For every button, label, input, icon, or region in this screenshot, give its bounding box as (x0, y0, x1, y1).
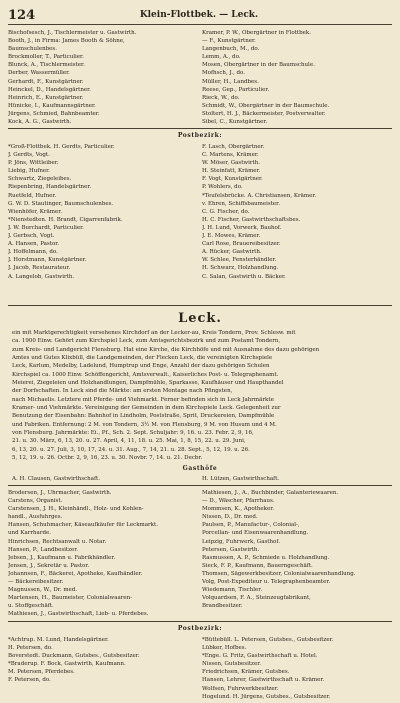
postbezirk-right-column (202, 143, 394, 281)
directory-entry: Leipzig, Fuhrwerk, Gasthof. (202, 538, 280, 545)
directory-entry: Riepenbring, Handelsgärtner. (8, 184, 92, 191)
directory-entry: Leck, Karlum, Medelby, Ladelund, Humptrup und Enge, Anzahl der dazu gehörigen Schulen (12, 363, 270, 370)
directory-entry: A. Rücker, Gastwirth. (202, 249, 262, 256)
directory-entry: Kock, A. G., Gastwirth. (8, 119, 72, 126)
directory-entry: Rasmussen, A. P., Schmiede u. Holzhandlung. (202, 554, 330, 561)
directory-entry: Petersen, Gastwirth. (202, 546, 260, 553)
directory-entry: Baumschulenbes. (8, 46, 57, 53)
directory-entry: Hogelund. H. Jürgens, Gutsbes., Gutsbesitzer. (202, 693, 331, 700)
directory-entry: J. E. Mowes, Krämer. (202, 233, 261, 240)
directory-entry: J. Hoffelmann, do. (8, 249, 58, 256)
directory-entry: Brandbesitzer. (202, 603, 243, 610)
section-rule (8, 305, 392, 306)
directory-entry: Blunck, A., Tischlermeister. (8, 62, 85, 69)
directory-entry: C. Martens, Krämer. (202, 152, 259, 159)
gasthof-right (202, 475, 392, 483)
directory-entry: Hinrichsen, Rechtsanwalt u. Notar. (8, 538, 107, 545)
section-rule (8, 128, 392, 129)
directory-entry: und Fabriken. Entfernung: 2 M. von Tondern, 3½ M. von Flensburg, 9 M. von Husum und 4 M. (12, 421, 277, 428)
top-right-column (202, 29, 394, 126)
directory-entry: *Achtrup. M. Lund, Handelsgärtner. (8, 637, 109, 643)
directory-entry: Lübker, Hofbes. (202, 645, 247, 652)
directory-entry: W. Schlee, Fensterhändler. (202, 257, 277, 264)
directory-entry: und Karrharde. (8, 530, 51, 537)
directory-entry: zum Kreis- und Landgericht Flensburg. Hat eine Kirche, die Kirchhöfe und mit Ausnahme des dazu gehörigen (12, 346, 320, 353)
directory-entry: Johannsen, F., Bäckerei, Apotheke, Kaufhändler. (8, 570, 143, 577)
directory-entry: Sieck, F. P., Kaufmann, Bauerngeschäft. (202, 562, 313, 569)
directory-entry: Hünicke, I., Kaufmannsgärtner. (8, 102, 96, 109)
section-rule (8, 485, 392, 486)
directory-entry: F. Petersen, do. (8, 677, 51, 684)
directory-entry: Wolfsen, Fuhrwerkbesitzer. (202, 685, 279, 692)
directory-entry: Reese, Gep., Particulier. (202, 86, 270, 93)
directory-entry: Mathiesen, J., Gastwirthschaft, Lieb- u. Pferdebes. (8, 611, 149, 618)
directory-entry: *Nienstedten. H. Brandt, Cigarrenfabrik. (8, 216, 123, 223)
directory-entry: J. W. Burchardt, Particulier. (8, 224, 84, 231)
directory-entry: 6, 13, 20. u. 27. Juli, 3, 10, 17, 24. u. 31. Aug., 7, 14, 21. u. 28. Sept., 5, 12, 19. u. 26. (12, 446, 250, 453)
directory-entry: J. Jacob, Restaurateur. (8, 265, 71, 272)
directory-entry: nach Michaelis. Letztere mit Pferde- und Viehmarkt. Ferner befinden sich in Leck Jahrmärkte (12, 396, 274, 403)
postbezirk2-heading: Postbezirk: (177, 625, 223, 632)
directory-entry: *Braderup. F. Bock, Gastwirth, Kaufmann. (8, 661, 126, 668)
directory-entry: Mofhsch, J., do. (202, 70, 245, 77)
directory-entry: Mosen, Obergärtner in der Baumschule. (202, 62, 315, 69)
directory-entry: Booth, J., in Firma: James Booth & Söhne, (8, 38, 125, 45)
page-number: 124 (8, 8, 36, 23)
directory-entry: H. Petersen, do. (8, 645, 53, 652)
directory-entry: Nissen, D., Dr. med. (202, 514, 258, 521)
directory-entry: Hansen, Schuhmacher, Käseaufkäufer für Leckmarkt. (8, 522, 158, 529)
directory-entry: Heinckel, D., Handelsgärtner. (8, 86, 91, 93)
directory-entry: Porcellan- und Eisenwaarenhandlung. (202, 530, 309, 537)
residents-right-column (202, 489, 394, 610)
directory-entry: Meierei, Ziegeleien und Holzhandlungen, Dampfmühle, Sparkasse, Kaufhäuser und Haupthandel (12, 380, 284, 387)
place-description (12, 329, 388, 463)
directory-entry: C. Salan, Gastwirth u. Bäcker. (202, 273, 286, 280)
directory-entry: H. Schwarz, Holzhandlung. (202, 265, 279, 272)
directory-entry: P. Wohlers, do. (202, 184, 243, 191)
directory-entry: H. Steinfatt, Krämer. (202, 168, 261, 175)
directory-entry: Boverstedt. Duckmann, Gutsbes., Gutsbesitzer. (8, 653, 140, 660)
directory-entry: Heinrich, E., Kunstgärtner. (8, 94, 84, 101)
directory-entry: v. Ehren, Schiffsbaumeister. (202, 200, 280, 207)
directory-entry: Langenbuch, M., do. (202, 46, 260, 53)
postbezirk-heading: Postbezirk: (177, 132, 223, 139)
directory-entry: Sibel, C., Kunstgärtner. (202, 119, 268, 126)
directory-entry: F. Lasch, Obergärtner. (202, 144, 265, 150)
directory-entry: Benutzung der Eisenbahn: Bahnhof in Lindholm, Poststraße, Sprit, Druckereien, Dampfmühle (12, 413, 275, 420)
directory-entry: *Groß-Flottbek. H. Gerdts, Particulier. (8, 144, 115, 150)
directory-entry: Brodersen, J., Uhrmacher, Gastwirth. (8, 490, 112, 496)
directory-entry: J. Gerdts, Vogt. (8, 152, 50, 159)
directory-entry: *Büttebüll. L. Petersen, Gutsbes., Gutsbesitzer. (202, 637, 334, 643)
directory-entry: Jürgens, Schmied, Bahnbeamter. (8, 110, 100, 117)
directory-entry: Hansen, Lehrer, Gastwirthschaft u. Krämer. (202, 677, 325, 684)
directory-entry: Brockmoller, T., Particulier. (8, 54, 84, 61)
directory-entry: Schmidt, W., Obergärtner in der Baumschule. (202, 102, 330, 109)
postbezirk-left-column (8, 143, 198, 281)
directory-entry: Müller, H., Landbes. (202, 78, 259, 85)
page-header (8, 8, 390, 24)
place-title: Leck. (178, 311, 222, 326)
top-left-column (8, 29, 196, 126)
directory-entry: Volg, Post-Expediteur u. Telegraphenbeamter. (202, 579, 331, 586)
directory-entry: Kramer, P. W., Obergärtner in Flottbek. (202, 30, 311, 36)
directory-entry: Volquardsen, F. A., Steinzeugfabrikant, (202, 595, 311, 602)
directory-entry: J. Horstmann, Kunstgärtner. (8, 257, 87, 264)
postbezirk2-left-column (8, 636, 198, 685)
directory-entry: Carstensen, J. H., Kleinhändl., Holz- und Kohlen- (8, 506, 144, 513)
directory-entry: J. Gerbsch, Vogt. (8, 233, 55, 240)
header-rule (8, 24, 392, 25)
directory-entry: *Teufelsbrücke. A. Christiansen, Krämer. (202, 192, 317, 199)
directory-entry: M. Petersen, Pferdebes. (8, 669, 75, 676)
directory-entry: u. Stoffgeschäft. (8, 603, 54, 610)
directory-entry: Wiedemann, Tischler. (202, 587, 263, 594)
directory-entry: Amtes und Gutes Klixbüll, die Landgemeinden, der Flecken Leck, die vereinigten Kirchspiele (12, 355, 273, 362)
directory-entry: ca. 1900 Einw. Gehört zum Kirchspiel Leck, zum Amtsgerichtsbezirk und zum Postamt Tondern, (12, 338, 281, 345)
directory-entry: Kramer- und Viehmärkte. Vereinigung der Gemeinden in dem Kirchspiele Leck. Gelegenheit zur (12, 405, 281, 412)
directory-entry: Liebig, Hufner. (8, 168, 50, 175)
directory-entry: Bischofsesch, J., Tischlermeister u. Gastwirth. (8, 30, 137, 36)
directory-entry: Paulsen, P., Manufactur-, Colonial-, (202, 522, 300, 529)
gasthof-entry: H. Lützen, Gastwirthschaft. (202, 476, 280, 482)
gasthoefe-heading: Gasthöfe (182, 465, 218, 472)
directory-entry: J. H. Lund, Vorwerk, Bauhof. (202, 224, 282, 231)
directory-entry: der Dorfschaften. In Leck sind die Märkte: am ersten Montage nach Pfingsten, (12, 388, 233, 395)
directory-entry: Kirchspiel ca. 1000 Einw. Schöffengericht, Amtsverwalt., Kaiserliches Post- u. Telegraphenamt. (12, 371, 279, 378)
directory-entry: C. G. Fischer, do. (202, 208, 250, 215)
directory-entry: Nissen, Gutsbesitzer. (202, 661, 261, 668)
directory-entry: Mathiesen, J., A., Buchbinder, Galanteriewaaren. (202, 490, 339, 496)
directory-entry: ein mit Marktgerechtigkeit versehenes Kirchdorf an der Lecker-au, Kreis Tondern, Prov. Schlesw. mit (12, 330, 296, 336)
directory-entry: P. Jöns, Wittleiber. (8, 160, 59, 167)
directory-entry: Friedrichsen, Krämer, Gutsbes. (202, 669, 290, 676)
directory-entry: Rieck, W., do. (202, 94, 240, 101)
directory-entry: Ruetfeld, Hufner. (8, 192, 57, 199)
gasthof-left (12, 475, 198, 483)
directory-entry: *Enge. G. Fritz, Gastwirthschaft u. Hotel. (202, 653, 318, 660)
directory-entry: Gerhardt, F., Kunstgärtner. (8, 78, 84, 85)
directory-entry: — D., Wäscher, Pfarrhaus. (202, 498, 275, 505)
directory-entry: — F., Kunstgärtner. (202, 38, 256, 45)
directory-entry: Mommsen, K., Apotheker. (202, 506, 275, 513)
directory-entry: Carstens, Organist. (8, 498, 63, 505)
section-rule (8, 621, 392, 622)
directory-entry: F. Vogt, Kunstgärtner. (202, 176, 263, 183)
directory-entry: A. Hansen, Pastor. (8, 241, 60, 248)
directory-entry: Derber, Wassermüller. (8, 70, 70, 77)
directory-entry: Lemm, A., do. (202, 54, 241, 61)
directory-entry: Jebsen, J., Kaufmann u. Fabrikhändler. (8, 554, 116, 561)
directory-entry: Wienhöfer, Krämer. (8, 208, 63, 215)
directory-entry: Magnussen, W., Dr. med. (8, 587, 78, 594)
directory-entry: Carl Rose, Brauereibesitzer. (202, 241, 281, 248)
directory-entry: A. Langelob, Gastwirth. (8, 273, 75, 280)
directory-entry: G. W. D. Stautinger, Baumschulenbes. (8, 200, 114, 207)
directory-entry: Jensen, J., Sekretär u. Pastor. (8, 562, 90, 569)
directory-entry: H. C. Fischer, Gastwirthschaftsbes. (202, 216, 301, 223)
postbezirk2-right-column (202, 636, 394, 701)
directory-entry: Stoltert, H. J., Bäckermeister, Postverwalter. (202, 110, 326, 117)
directory-entry: Martensen, H., Baumeister, Colonialwaaren- (8, 595, 133, 602)
directory-entry: handl., Ausfuhrges. (8, 514, 63, 521)
gasthof-entry: A. H. Clausen, Gastwirthschaft. (12, 476, 100, 482)
directory-entry: 21. u. 30. März, 6, 13, 20. u. 27. April, 4, 11, 18. u. 25. Mai, 1, 8, 15, 22. u. 29. Juni, (12, 438, 246, 445)
directory-entry: — Bäckereibesitzer. (8, 579, 64, 586)
directory-entry: von Flensburg. Jahrmärkte: Ei., Pf., Sch. 2. Sept. Schuljahr: 9, 16. u. 23. Febr. 2, 9, 16, (12, 430, 254, 437)
running-title: Klein-Flottbek. — Leck. (139, 10, 259, 20)
directory-entry: W. Möser, Gastwirth. (202, 160, 261, 167)
residents-left-column (8, 489, 198, 619)
directory-entry: Schwartz, Ziegeleibes. (8, 176, 72, 183)
directory-entry: Hansen, P., Landbesitzer. (8, 546, 79, 553)
directory-entry: Thomsen, Sägewerkbesitzer, Colonialwaarenhandlung. (202, 570, 356, 577)
directory-entry: 5, 12, 19. u. 26. Octbr. 2, 9, 16, 23. u. 30. Novbr. 7, 14. u. 21. Decbr. (12, 455, 203, 462)
